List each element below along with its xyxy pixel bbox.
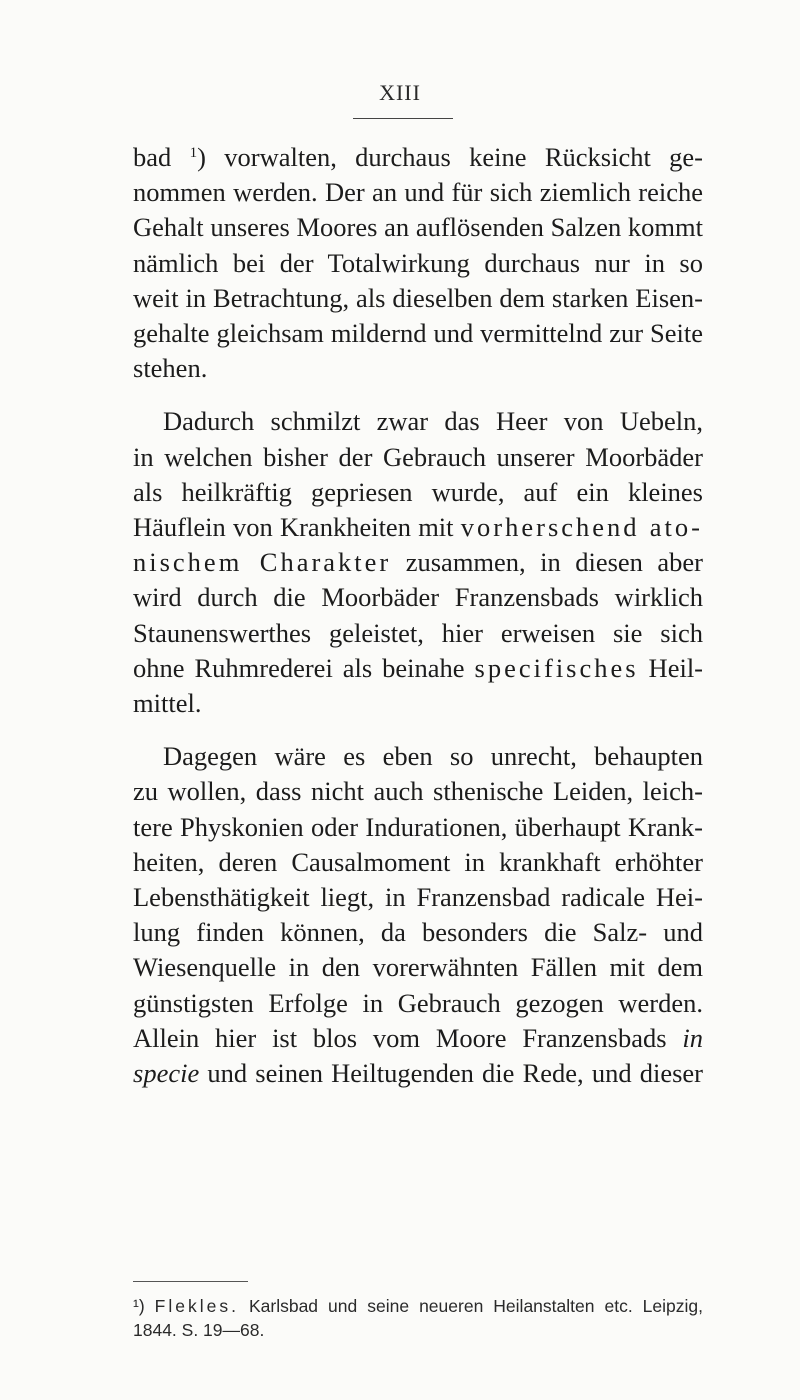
emphasized-text: specifisches <box>474 652 639 683</box>
footnote-line: 1844. S. 19—68. <box>133 1320 265 1340</box>
text-line: gehalte gleichsam mildernd und vermittelnd zur Seite <box>133 318 703 349</box>
emphasized-text: vorherschend ato- <box>460 512 703 543</box>
header-rule <box>353 118 453 119</box>
text-line: bad $^1$) vorwalten, durchaus keine Rücksicht ge- <box>133 142 703 172</box>
text-line: nämlich bei der Totalwirkung durchaus nur in so <box>133 247 703 278</box>
footnote-line: ¹) Flekles. Karlsbad und seine neueren Heilanstalten etc. Leipzig, <box>133 1296 703 1316</box>
footnote-marker: ¹) <box>133 1296 145 1316</box>
paragraph-1 <box>133 140 703 386</box>
text-line: günstigsten Erfolge in Gebrauch gezogen werden. <box>133 987 703 1018</box>
footnote-author: Flekles. <box>154 1296 239 1316</box>
text-line: in welchen bisher der Gebrauch unserer Moorbäder <box>133 441 703 472</box>
text-line: weit in Betrachtung, als dieselben dem starken Eisen- <box>133 282 703 313</box>
text-line: Wiesenquelle in den vorerwähnten Fällen mit dem <box>133 952 703 983</box>
footnote <box>133 1294 703 1342</box>
body-text <box>133 140 703 1091</box>
text-line: Häuflein von Krankheiten mit vorherschend ato- <box>133 512 703 543</box>
paragraph-gap <box>133 721 703 739</box>
text-line: Allein hier ist blos vom Moore Franzensbads in <box>133 1022 703 1053</box>
text-line: zu wollen, dass nicht auch sthenische Leiden, leich- <box>133 776 703 807</box>
text-line: mittel. <box>133 688 202 719</box>
text-line: als heilkräftig gepriesen wurde, auf ein kleines <box>133 476 703 507</box>
text-line: Staunenswerthes geleistet, hier erweisen sie sich <box>133 617 703 648</box>
text-line: stehen. <box>133 353 208 384</box>
text-line: wird durch die Moorbäder Franzensbads wirklich <box>133 582 703 613</box>
text-line: lung finden können, da besonders die Salz- und <box>133 917 703 948</box>
text-line: Lebensthätigkeit liegt, in Franzensbad radicale Hei- <box>133 882 703 913</box>
paragraph-gap <box>133 386 703 404</box>
paragraph-3 <box>133 739 703 1091</box>
footnote-reference[interactable]: 1 <box>189 145 198 161</box>
paragraph-2 <box>133 404 703 721</box>
text-line: Dadurch schmilzt zwar das Heer von Uebeln, <box>163 406 703 437</box>
text-line: Dagegen wäre es eben so unrecht, behaupten <box>163 741 703 772</box>
page-number: XIII <box>379 80 421 105</box>
emphasized-text: nischem Charakter <box>133 547 392 578</box>
italic-text: specie <box>133 1058 200 1089</box>
text-line: nischem Charakter zusammen, in diesen aber <box>133 547 703 578</box>
text-line: ohne Ruhmrederei als beinahe specifisches Heil- <box>133 652 704 683</box>
text-line: nommen werden. Der an und für sich ziemlich reiche <box>133 177 703 208</box>
text-line: Gehalt unseres Moores an auflösenden Salzen kommt <box>133 212 703 243</box>
italic-text: in <box>682 1022 703 1053</box>
text-line: specie und seinen Heiltugenden die Rede, und dieser <box>133 1058 703 1089</box>
footnote-rule <box>133 1281 248 1282</box>
text-line: heiten, deren Causalmoment in krankhaft erhöhter <box>133 846 703 877</box>
text-line: tere Physkonien oder Indurationen, überhaupt Krank- <box>133 811 703 842</box>
